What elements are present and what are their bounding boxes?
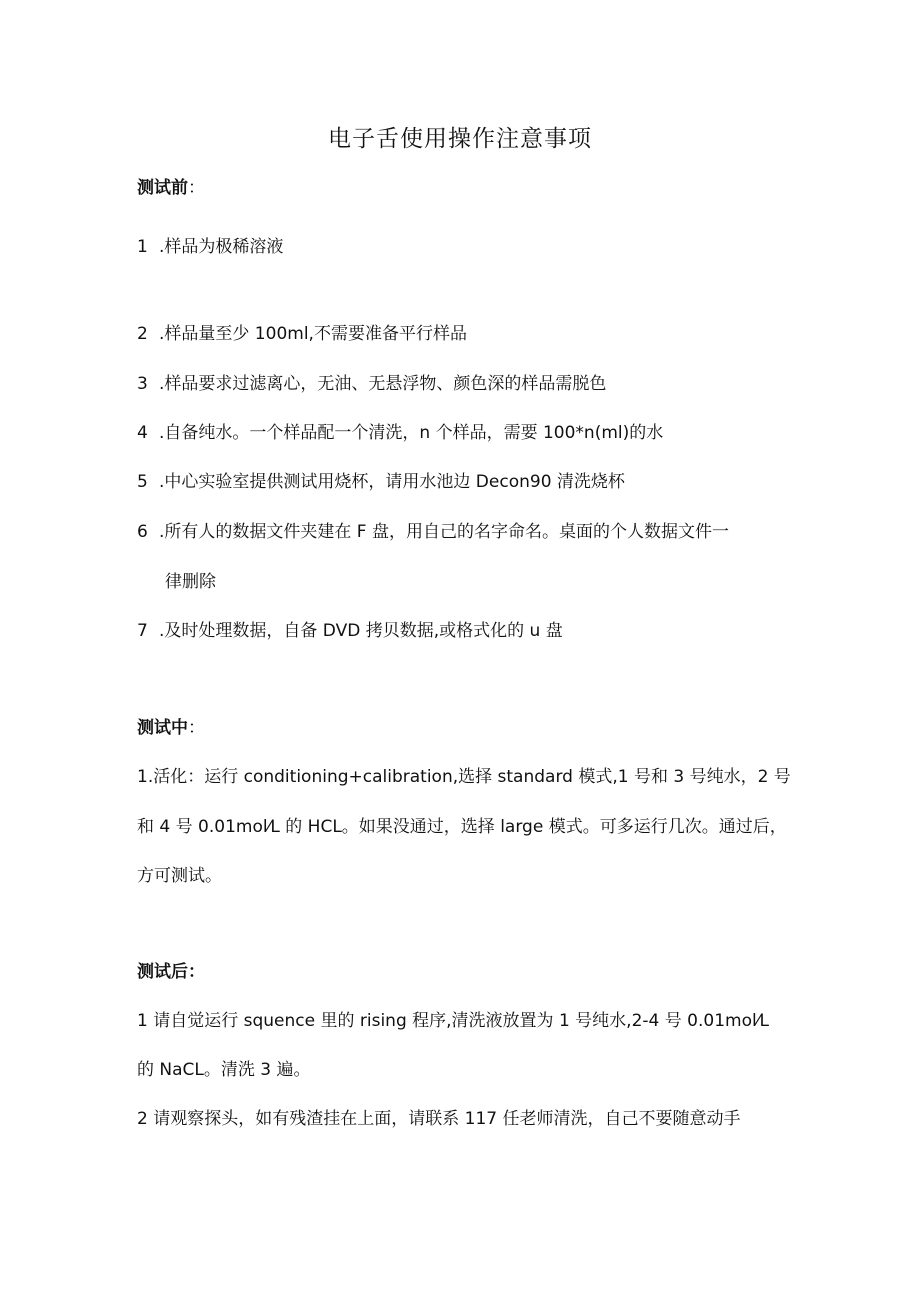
list-item [137, 322, 467, 346]
list-item [137, 619, 563, 643]
list-item-number: 1 [137, 237, 148, 257]
section-heading-after [137, 960, 205, 984]
list-item-number: 6 [137, 522, 148, 542]
list-item-number: 7 [137, 621, 148, 641]
list-item-text: .样品量至少 100ml,不需要准备平行样品 [159, 324, 467, 344]
document-title: 电子舌使用操作注意事项 [328, 126, 592, 152]
list-item [137, 520, 729, 544]
paragraph-line: 和 4 号 0.01mol⁄L 的 HCL。如果没通过，选择 large 模式。可多运行几次。通过后， [137, 817, 787, 837]
list-item-text: .自备纯水。一个样品配一个清洗，n 个样品，需要 100*n(ml)的水 [159, 423, 664, 443]
list-item-number: 2 [137, 324, 148, 344]
list-item-text: .中心实验室提供测试用烧杯，请用水池边 Decon90 清洗烧杯 [159, 472, 625, 492]
paragraph-line: 的 NaCL。清洗 3 遍。 [137, 1060, 311, 1080]
section-heading-after-text: 测试后 [137, 962, 188, 982]
paragraph-line: 1 请自觉运行 squence 里的 rising 程序,清洗液放置为 1 号纯水,2-4 号 0.01mol⁄L [137, 1011, 770, 1031]
paragraph-line: 1.活化：运行 conditioning+calibration,选择 standard 模式,1 号和 3 号纯水，2 号 [137, 767, 791, 787]
list-item-text: .及时处理数据，自备 DVD 拷贝数据,或格式化的 u 盘 [159, 621, 563, 641]
section-heading-during-text: 测试中 [137, 718, 188, 738]
list-item-text: .样品要求过滤离心，无油、无悬浮物、颜色深的样品需脱色 [159, 374, 607, 394]
list-item-text: .样品为极稀溶液 [159, 237, 284, 257]
list-item-number: 5 [137, 472, 148, 492]
list-item [137, 372, 606, 396]
section-heading-during [137, 716, 205, 740]
list-item [137, 235, 283, 259]
paragraph-line: 方可测试。 [137, 866, 222, 886]
list-item-continuation: 律删除 [165, 572, 216, 592]
list-item [137, 421, 663, 445]
heading-colon: ： [188, 178, 205, 198]
heading-colon: ： [188, 718, 205, 738]
list-item-number: 3 [137, 374, 148, 394]
section-heading-before [137, 176, 205, 200]
list-item-number: 4 [137, 423, 148, 443]
list-item [137, 470, 625, 494]
paragraph-line: 2 请观察探头，如有残渣挂在上面，请联系 117 任老师清洗，自己不要随意动手 [137, 1109, 741, 1129]
section-heading-before-text: 测试前 [137, 178, 188, 198]
heading-colon: ： [188, 962, 205, 982]
list-item-text: .所有人的数据文件夹建在 F 盘，用自己的名字命名。桌面的个人数据文件一 [159, 522, 729, 542]
